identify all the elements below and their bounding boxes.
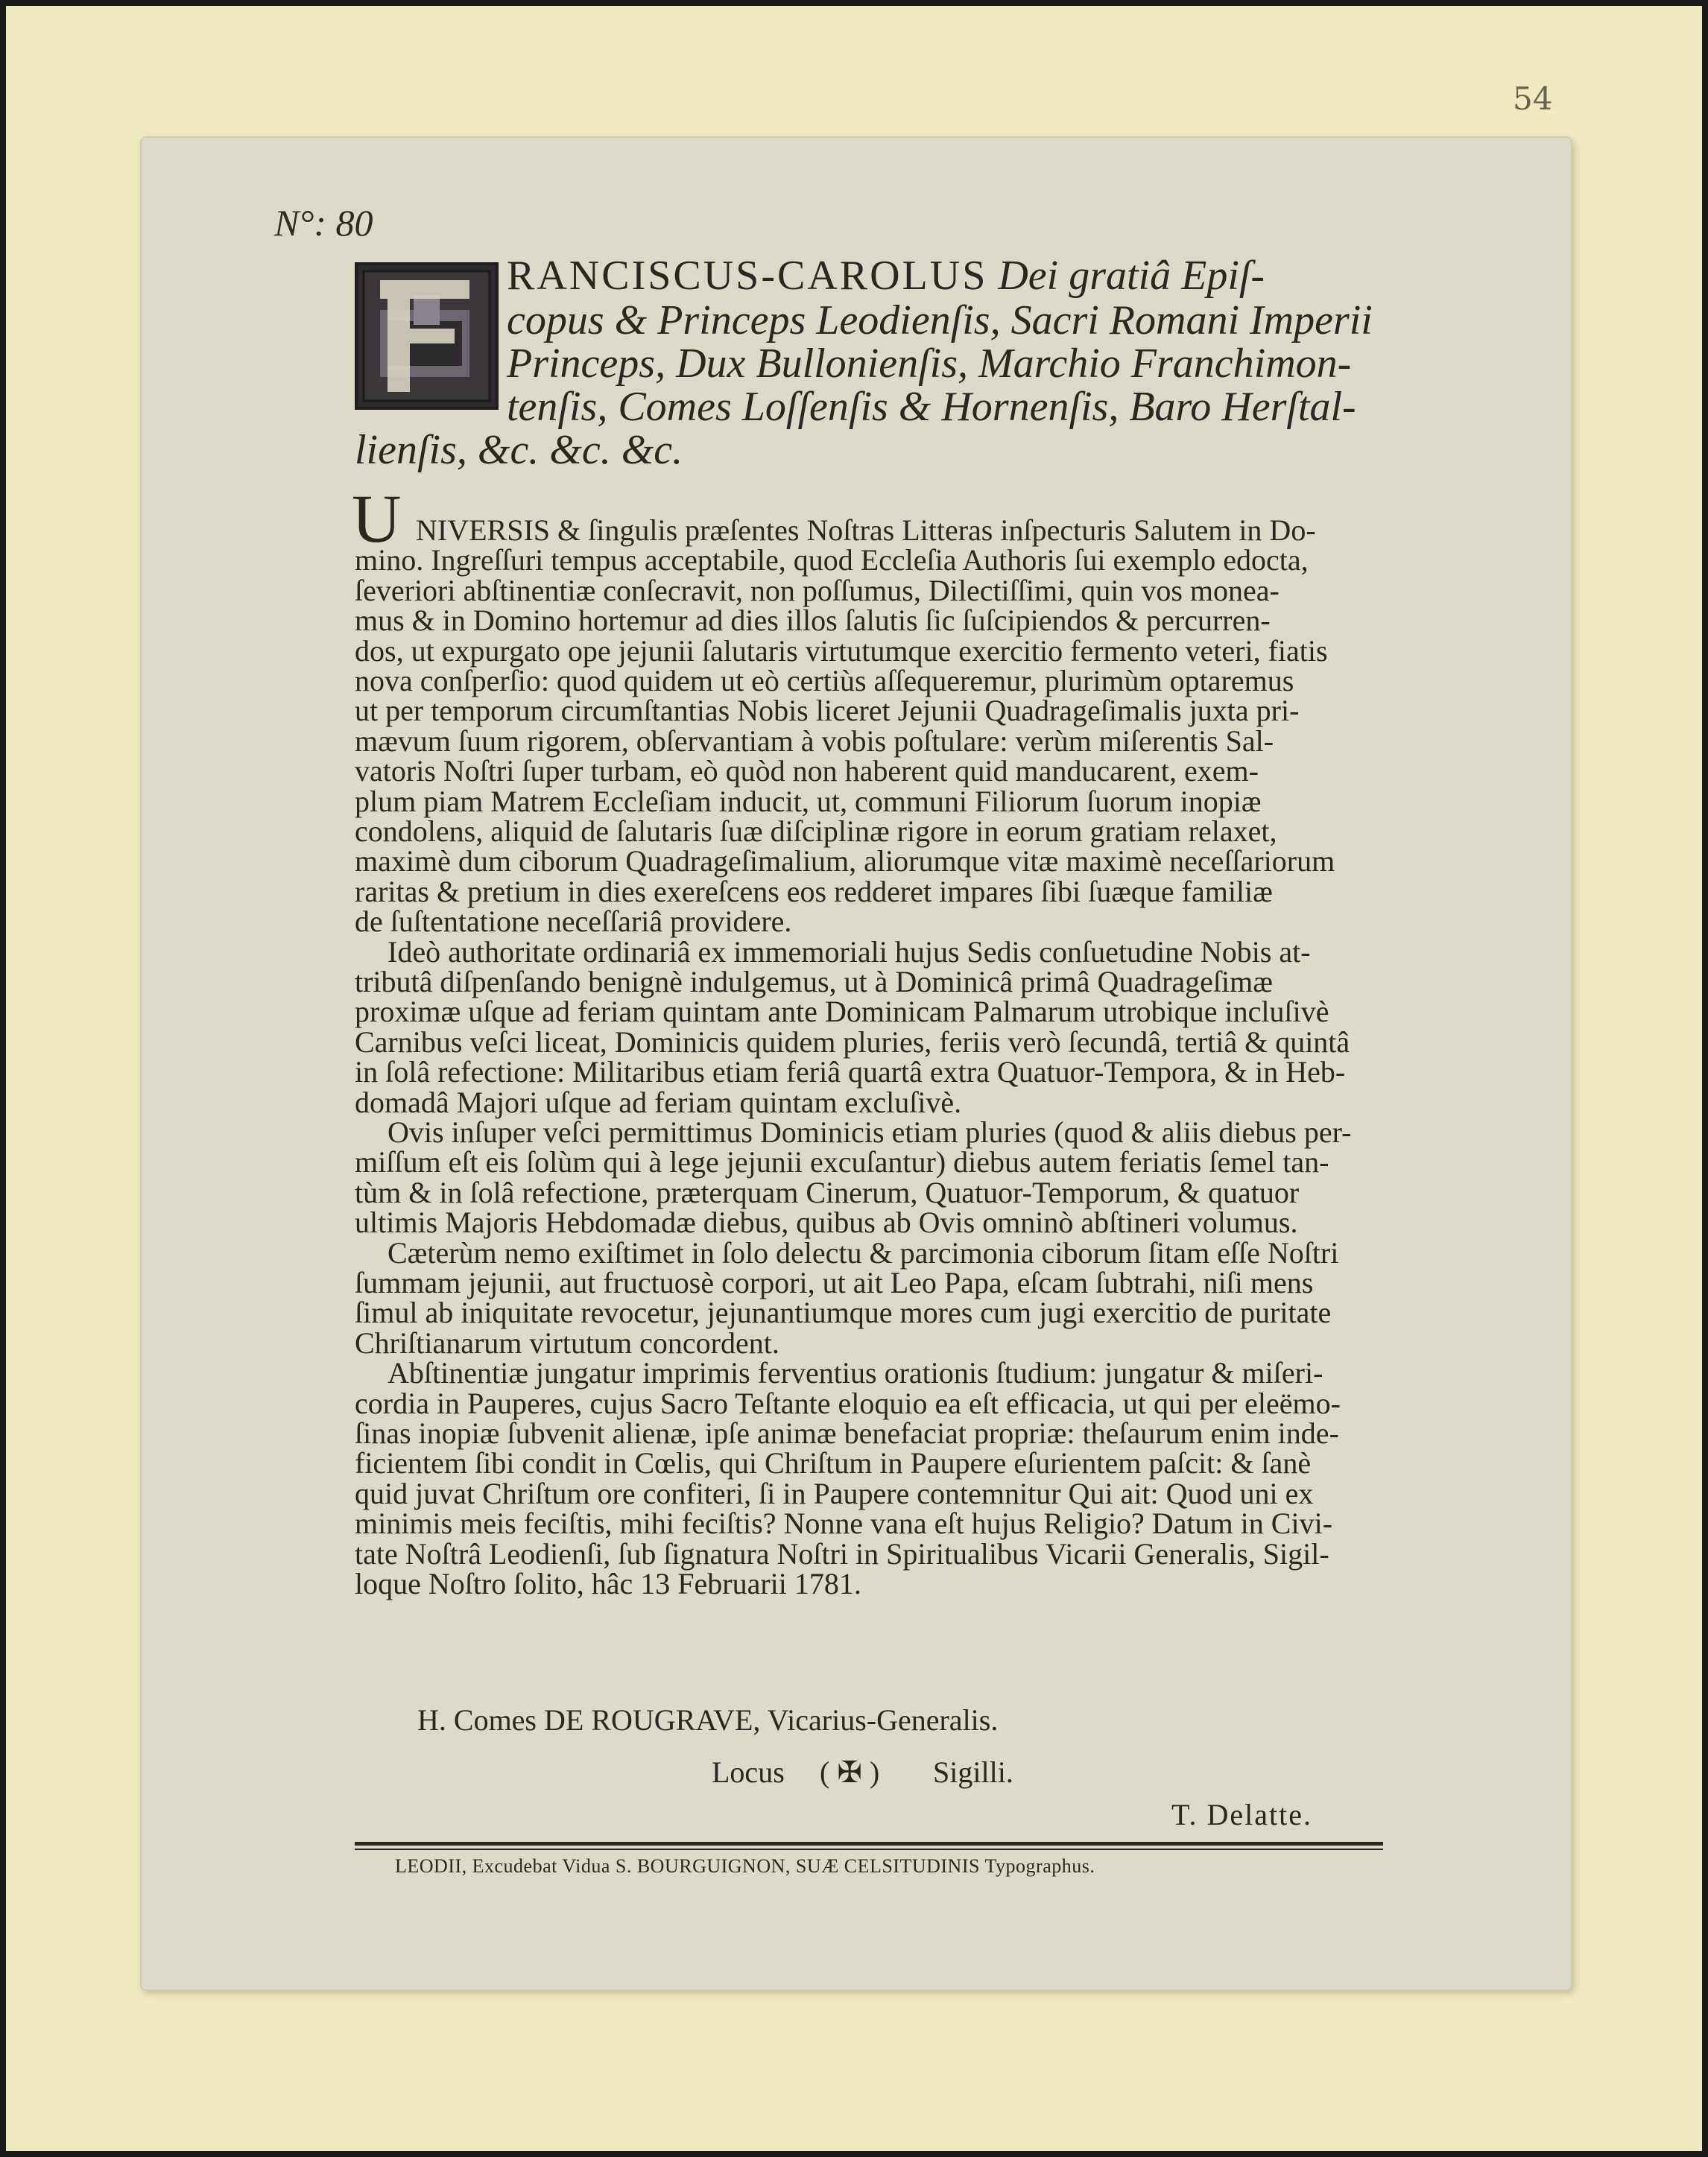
heading-line-1 xyxy=(507,253,1265,298)
heading-line-2: copus & Princeps Leodienſis, Sacri Romani Imperii xyxy=(507,297,1373,343)
body-line: de ſuſtentatione neceſſariâ providere. xyxy=(355,905,792,939)
decorated-initial-f-icon xyxy=(358,265,496,407)
body-line: raritas & pretium in dies exereſcens eos redderet impares ſibi ſuæque familiæ xyxy=(355,874,1273,908)
body-line: proximæ uſque ad feriam quintam ante Dominicam Palmarum utrobique incluſivè xyxy=(355,995,1329,1029)
body-line: quid juvat Chriſtum ore confiteri, ſi in Paupere contemnitur Qui ait: Quod uni ex xyxy=(355,1476,1314,1510)
body-initial: U xyxy=(352,481,402,557)
vicar-signature: H. Comes DE ROUGRAVE, Vicarius-Generalis. xyxy=(417,1703,999,1737)
body-line: Chriſtianarum virtutum concordent. xyxy=(355,1325,779,1360)
seal-label-left: Locus xyxy=(712,1755,785,1789)
body-line: mino. Ingreſſuri tempus acceptabile, quod Eccleſia Authoris ſui exemplo edocta, xyxy=(355,543,1309,577)
body-line: ultimis Majoris Hebdomadæ diebus, quibus ab Ovis omninò abſtineri volumus. xyxy=(355,1206,1298,1240)
body-line: Ovis inſuper veſci permittimus Dominicis etiam pluries (quod & aliis diebus per- xyxy=(388,1115,1352,1149)
body-line: ſimul ab iniquitate revocetur, jejunantiumque mores cum jugi exercitio de puritate xyxy=(355,1296,1332,1330)
imprint-rule-thick xyxy=(355,1842,1383,1846)
archive-folio-number: 54 xyxy=(1513,80,1553,117)
body-line: tributâ diſpenſando benignè indulgemus, ut à Dominicâ primâ Quadrageſimæ xyxy=(355,965,1273,998)
heading-title: Dei gratiâ Epiſ- xyxy=(998,253,1265,299)
body-line: maximè dum ciborum Quadrageſimalium, aliorumque vitæ maximè neceſſariorum xyxy=(355,844,1335,878)
body-line: in ſolâ refectione: Militaribus etiam feriâ quartâ extra Quatuor-Tempora, & in Heb- xyxy=(355,1055,1346,1089)
body-line: condolens, aliquid de ſalutaris ſuæ diſciplinæ rigore in eorum gratiam relaxet, xyxy=(355,814,1277,848)
seal-label-right: Sigilli. xyxy=(933,1755,1013,1789)
secretary-signature: T. Delatte. xyxy=(1171,1798,1312,1831)
body-line: ſeveriori abſtinentiæ conſecravit, non poſſumus, Dilectiſſimi, quin vos monea- xyxy=(355,573,1280,607)
body-line: vatoris Noſtri ſuper turbam, eò quòd non haberent quid manducarent, exem- xyxy=(355,754,1259,788)
body-line: NIVERSIS & ſingulis præſentes Noſtras Litteras inſpecturis Salutem in Do- xyxy=(416,513,1316,547)
body-line: ſummam jejunii, aut fructuosè corpori, ut ait Leo Papa, eſcam ſubtrahi, niſi mens xyxy=(355,1266,1314,1299)
body-line: Carnibus veſci liceat, Dominicis quidem pluries, feriis verò ſecundâ, tertiâ & quintâ xyxy=(355,1024,1350,1059)
catalog-mark: N°: 80 xyxy=(274,202,373,244)
body-line: Abſtinentiæ jungatur imprimis ferventius orationis ſtudium: jungatur & miſeri- xyxy=(388,1356,1323,1390)
body-line: tate Noſtrâ Leodienſi, ſub ſignatura Noſtri in Spiritualibus Vicarii Generalis, Sigil- xyxy=(355,1536,1329,1571)
body-line: minimis meis feciſtis, mihi feciſtis? Nonne vana eſt hujus Religio? Datum in Civi- xyxy=(355,1507,1333,1541)
body-line: Cæterùm nemo exiſtimet in ſolo delectu & parcimonia ciborum ſitam eſſe Noſtri xyxy=(388,1235,1339,1270)
decorated-initial xyxy=(355,262,499,410)
heading-line-3: Princeps, Dux Bullonienſis, Marchio Franchimon- xyxy=(507,341,1352,387)
heading-name-caps: RANCISCUS-CAROLUS xyxy=(507,253,988,299)
body-line: ficientem ſibi condit in Cœlis, qui Chriſtum in Paupere eſurientem paſcit: & ſanè xyxy=(355,1446,1312,1480)
printer-imprint: LEODII, Excudebat Vidua S. BOURGUIGNON, SUÆ CELSITUDINIS Typographus. xyxy=(395,1855,1095,1877)
body-line: loque Noſtro ſolito, hâc 13 Februarii 1781. xyxy=(355,1567,861,1600)
body-line: mævum ſuum rigorem, obſervantiam à vobis poſtulare: verùm miſerentis Sal- xyxy=(355,723,1274,758)
body-line: domadâ Majori uſque ad feriam quintam excluſivè. xyxy=(355,1085,962,1119)
body-line: ut per temporum circumſtantias Nobis liceret Jejunii Quadrageſimalis juxta pri- xyxy=(355,694,1300,728)
heading-line-4: tenſis, Comes Loſſenſis & Hornenſis, Baro Herſtal- xyxy=(507,384,1356,430)
body-line: Ideò authoritate ordinariâ ex immemoriali hujus Sedis conſuetudine Nobis at- xyxy=(388,934,1311,969)
body-line: mus & in Domino hortemur ad dies illos ſalutis ſic ſuſcipiendos & percurren- xyxy=(355,604,1271,638)
body-line: cordia in Pauperes, cujus Sacro Teſtante eloquio ea eſt efficacia, ut qui per eleëmo- xyxy=(355,1386,1341,1420)
body-line: dos, ut expurgato ope jejunii ſalutaris virtutumque exercitio fermento veteri, fiatis xyxy=(355,633,1328,668)
body-line: ſinas inopiæ ſubvenit alienæ, ipſe animæ benefaciat propriæ: theſaurum enim inde- xyxy=(355,1416,1339,1450)
heading-line-5: lienſis, &c. &c. &c. xyxy=(355,427,683,473)
imprint-rule-thin xyxy=(355,1849,1383,1850)
body-line: plum piam Matrem Eccleſiam inducit, ut, communi Filiorum ſuorum inopiæ xyxy=(355,784,1262,818)
body-line: nova conſperſio: quod quidem ut eò certiùs aſſequeremur, plurimùm optaremus xyxy=(355,664,1294,697)
body-line: tùm & in ſolâ refectione, præterquam Cinerum, Quatuor-Temporum, & quatuor xyxy=(355,1175,1300,1209)
seal-cross-icon: ( ✠ ) xyxy=(820,1755,880,1789)
body-line: miſſum eſt eis ſolùm qui à lege jejunii excuſantur) diebus autem feriatis ſemel tan- xyxy=(355,1145,1329,1179)
